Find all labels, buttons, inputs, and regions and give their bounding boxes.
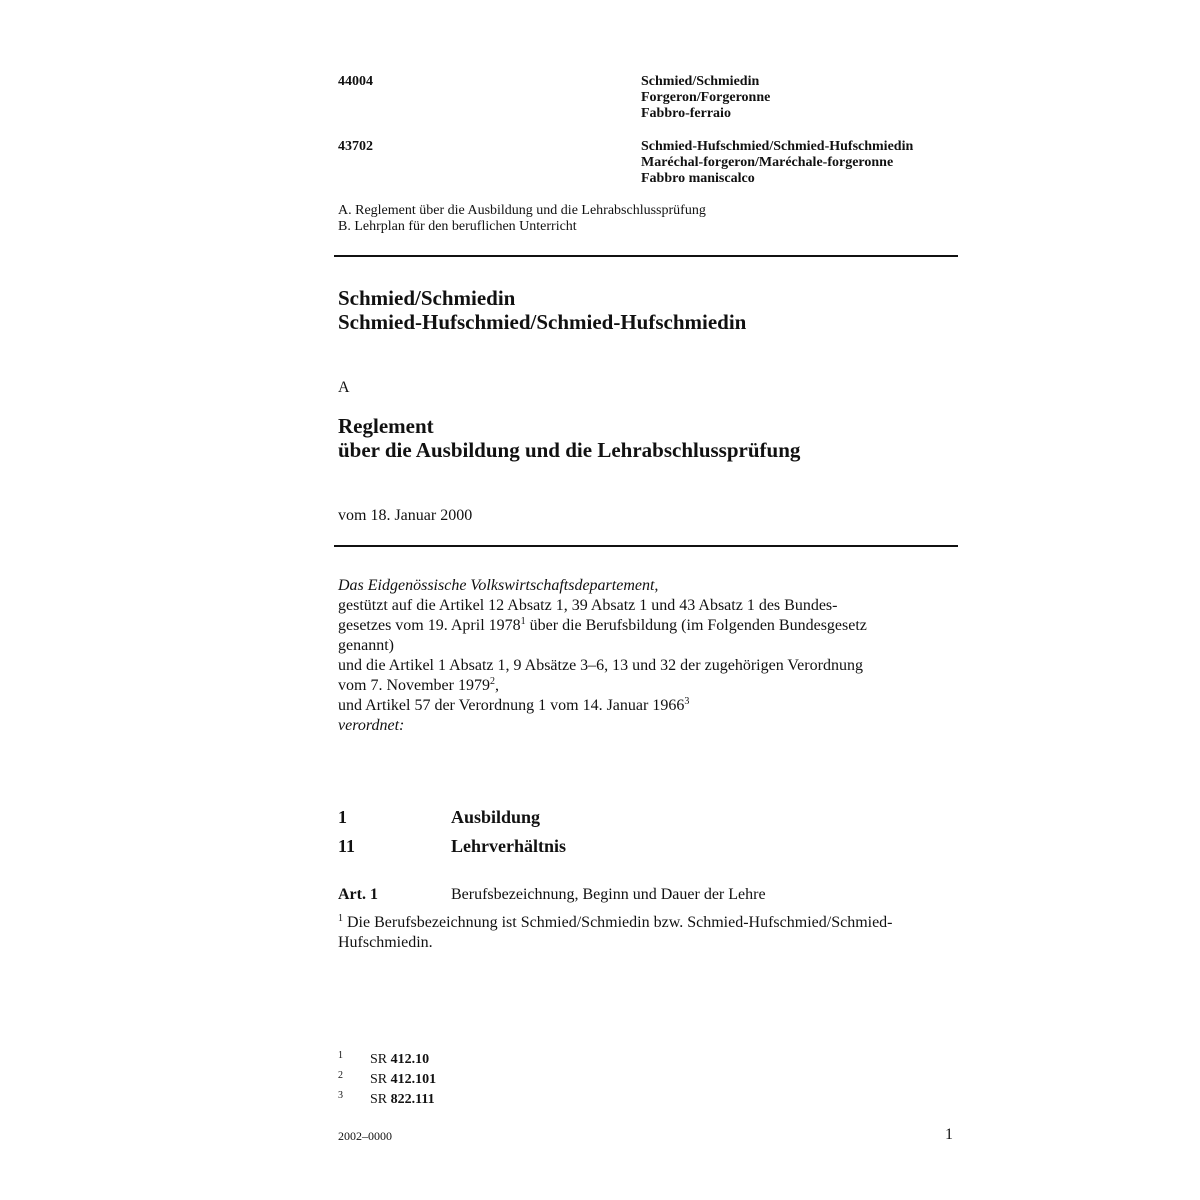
section-title-1: Ausbildung — [451, 807, 541, 827]
footnote-ref: 1 — [520, 616, 526, 627]
classification-code-1: 44004 — [338, 74, 373, 89]
preamble-line: vom 7. November 1979$^2$, — [338, 676, 499, 694]
contents-list — [338, 203, 706, 235]
preamble-line: gestützt auf die Artikel 12 Absatz 1, 39 Absatz 1 und 43 Absatz 1 des Bundes- — [338, 597, 838, 614]
preamble-line: genannt) — [338, 637, 394, 654]
reglement-title-line-2: über die Ausbildung und die Lehrabschlussprüfung — [338, 438, 801, 462]
preamble-line: gesetzes vom 19. April 1978$^1$ über die Berufsbildung (im Folgenden Bundesgesetz — [338, 616, 867, 634]
page-number: 1 — [945, 1126, 953, 1143]
footnotes — [338, 1048, 436, 1108]
preamble-line: und Artikel 57 der Verordnung 1 vom 14. Januar 1966$^3$ — [338, 696, 690, 714]
section-number-11: 11 — [338, 836, 356, 856]
preamble-line: und die Artikel 1 Absatz 1, 9 Absätze 3–6, 13 und 32 der zugehörigen Verordnung — [338, 657, 863, 674]
preamble — [338, 576, 958, 736]
section-number-1: 1 — [338, 807, 347, 827]
occupation-title-fr: Maréchal-forgeron/Maréchale-forgeronne — [641, 155, 894, 170]
paragraph-number: 1 — [338, 913, 343, 924]
occupation-titles-1 — [641, 74, 770, 122]
contents-item-b: B. Lehrplan für den beruflichen Unterricht — [338, 219, 577, 234]
section-title-11: Lehrverhältnis — [451, 836, 566, 856]
reglement-date: vom 18. Januar 2000 — [338, 507, 473, 524]
occupation-title-de: Schmied/Schmiedin — [641, 74, 760, 89]
preamble-authority: Das Eidgenössische Volkswirtschaftsdepartement, — [338, 577, 659, 594]
footnote: 3 SR 822.111 — [338, 1090, 435, 1107]
document-title-line-2: Schmied-Hufschmied/Schmied-Hufschmiedin — [338, 310, 747, 334]
document-title-line-1: Schmied/Schmiedin — [338, 286, 516, 310]
footnote: 2 SR 412.101 — [338, 1070, 437, 1087]
occupation-title-fr: Forgeron/Forgeronne — [641, 90, 771, 105]
occupation-title-de: Schmied-Hufschmied/Schmied-Hufschmiedin — [641, 139, 914, 154]
contents-item-a: A. Reglement über die Ausbildung und die Lehrabschlussprüfung — [338, 203, 706, 218]
document-code: 2002–0000 — [338, 1129, 392, 1143]
article-label: Art. 1 — [338, 886, 378, 903]
divider-top — [334, 255, 958, 257]
classification-code-2: 43702 — [338, 139, 373, 154]
part-letter: A — [338, 379, 350, 396]
footnote-ref: 3 — [684, 696, 690, 707]
footnote-ref: 2 — [489, 676, 495, 687]
occupation-titles-2 — [641, 139, 913, 187]
article-paragraph: $^1$ Die Berufsbezeichnung ist Schmied/Schmiedin bzw. Schmied-Hufschmied/Schmied- Hufschmiedin. — [338, 913, 893, 951]
divider-bottom — [334, 545, 958, 547]
article-title: Berufsbezeichnung, Beginn und Dauer der Lehre — [451, 886, 766, 903]
document-title — [338, 286, 746, 334]
occupation-title-it: Fabbro maniscalco — [641, 171, 755, 186]
reglement-title-line-1: Reglement — [338, 414, 434, 438]
occupation-title-it: Fabbro-ferraio — [641, 106, 731, 121]
preamble-verb: verordnet: — [338, 717, 405, 734]
footnote: 1 SR 412.10 — [338, 1050, 430, 1067]
reglement-title — [338, 414, 800, 462]
